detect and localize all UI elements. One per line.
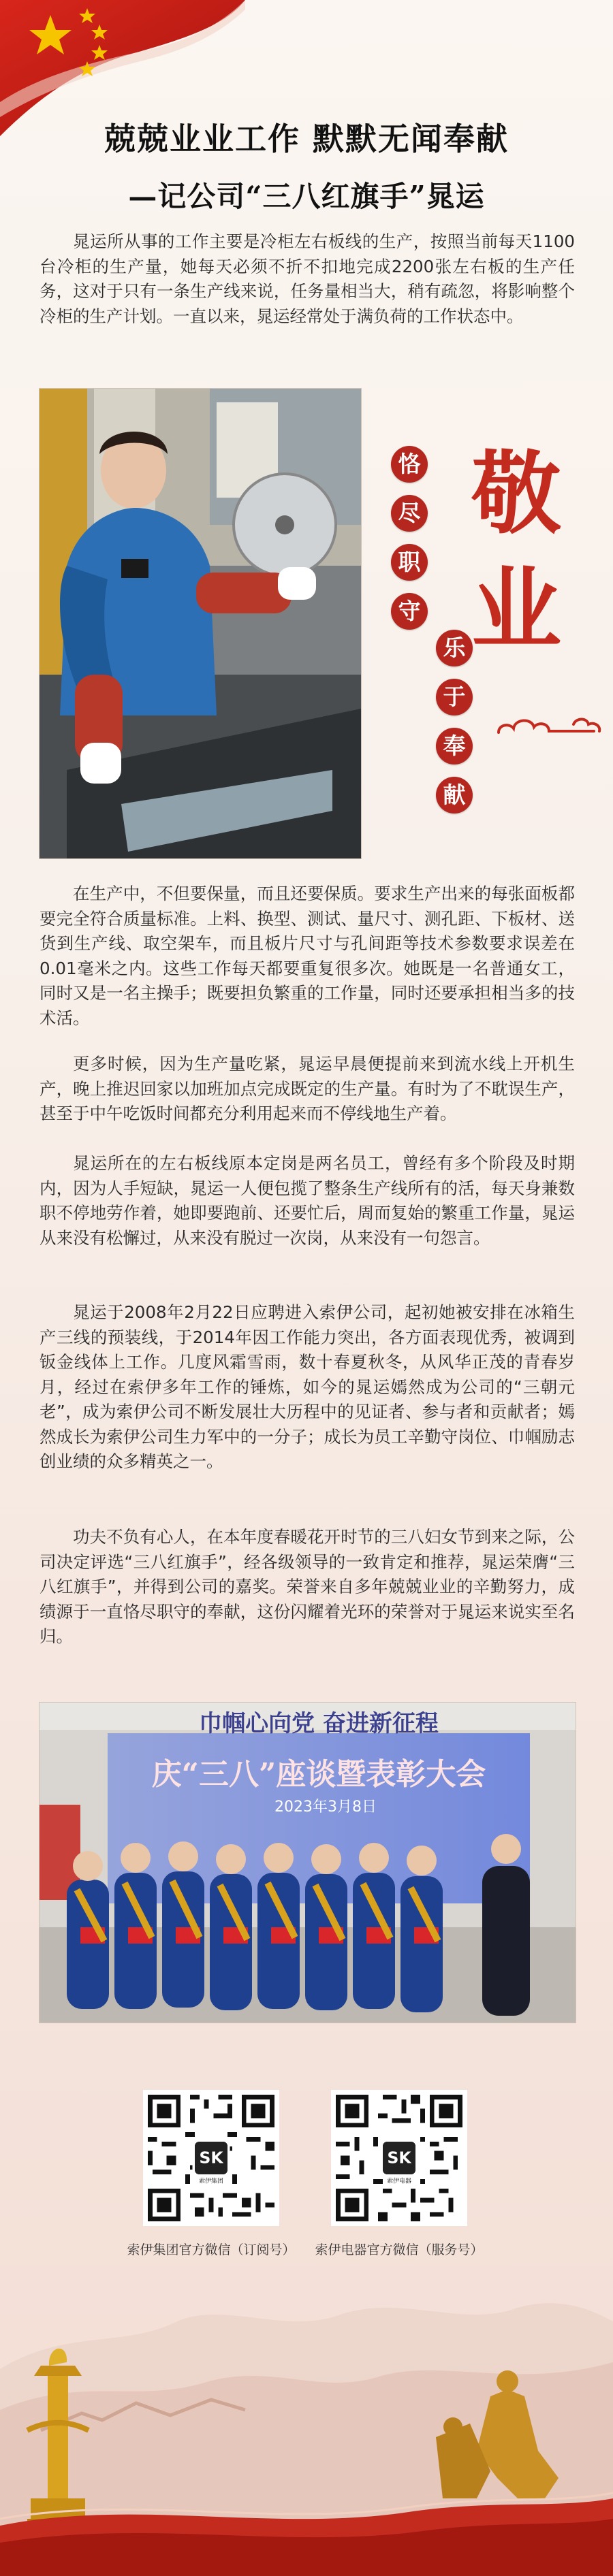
paragraph-overtime: 更多时候，因为生产量吃紧，晁运早晨便提前来到流水线上开机生产，晚上推迟回家以加班加点完成既定的生产量。有时为了不耽误生产，甚至于中午吃饭时间都充分利用起来而不停线地生产着。 (40, 1054, 575, 1123)
slogan-column-right (436, 630, 473, 826)
paragraph-intro: 晁运所从事的工作主要是冷柜左右板线的生产，按照当前每天1100台冷柜的生产量，她每天必须不折不扣地完成2200张左右板的生产任务，这对于只有一条生产线来说，任务量相当大，稍有疏忽，将影响整个冷柜的生产计划。一直以来，晁运经常处于满负荷的工作状态中。 (40, 231, 575, 326)
article-title: 兢兢业业工作 默默无闻奉献 (104, 120, 509, 157)
slogan-char: 尽 (391, 495, 428, 532)
qr-logo-text: SK (199, 2148, 223, 2168)
slogan-big-char: 业 (471, 557, 561, 662)
banner-line2: 庆“三八”座谈暨表彰大会 (151, 1757, 486, 1792)
banner-line1: 巾帼心向党 奋进新征程 (199, 1710, 439, 1737)
qr-caption-subscription: 索伊集团官方微信（订阅号） (127, 2242, 296, 2257)
bottom-decoration (0, 2274, 613, 2576)
qr-code-subscription[interactable] (143, 2090, 279, 2226)
qr-logo-label: 索伊电器 (387, 2178, 411, 2185)
slogan-char: 乐 (436, 630, 473, 666)
slogan-column-left (391, 446, 428, 642)
award-ceremony-photo (39, 1702, 576, 2023)
auspicious-cloud-icon (492, 708, 608, 742)
paragraph-honor: 功夫不负有心人，在本年度春暖花开时节的三八妇女节到来之际，公司决定评选“三八红旗手”，经各级领导的一致肯定和推荐，晁运荣膺“三八红旗手”，并得到公司的嘉奖。荣誉来自多年兢兢业业的辛勤努力，成绩源于一直恪尽职守的奉献，这份闪耀着光环的荣誉对于晁运来说实至名归。 (40, 1527, 575, 1646)
worker-photo (39, 388, 362, 859)
slogan-big-char: 敬 (471, 441, 561, 547)
qr-logo-text: SK (387, 2148, 411, 2168)
title-block (0, 114, 613, 215)
qr-code-service[interactable] (331, 2090, 467, 2226)
qr-logo-label: 索伊集团 (199, 2178, 223, 2185)
slogan-char: 于 (436, 679, 473, 715)
slogan-char: 职 (391, 544, 428, 581)
slogan-char: 恪 (391, 446, 428, 483)
paragraph-quality: 在生产中，不但要保量，而且还要保质。要求生产出来的每张面板都要完全符合质量标准。上料、换型、测试、量尺寸、测孔距、下板材、送货到生产线、取空架车，而且板片尺寸与孔间距等技术参数要求误差在0.01毫米之内。这些工作每天都要重复很多次。她既是一名普通女工，同时又是一名主操手；既要担负繁重的工作量，同时还要承担相当多的技术活。 (40, 884, 575, 1028)
qr-caption-service: 索伊电器官方微信（服务号） (315, 2242, 484, 2257)
banner-date: 2023年3月8日 (274, 1799, 377, 1816)
paragraph-workload: 晁运所在的左右板线原本定岗是两名员工，曾经有多个阶段及时期内，因为人手短缺，晁运一人便包揽了整条生产线所有的活，每天身兼数职不停地劳作着，她即要跑前、还要忙后，周而复始的繁重工作量，晁运从来没有松懈过，从来没有脱过一次岗，从来没有一句怨言。 (40, 1153, 575, 1248)
slogan-char: 献 (436, 777, 473, 814)
article-subtitle: —记公司“三八红旗手”晁运 (128, 180, 485, 213)
paragraph-history: 晁运于2008年2月22日应聘进入索伊公司，起初她被安排在冰箱生产三线的预装线，于2014年因工作能力突出，各方面表现优秀，被调到钣金线体上工作。几度风霜雪雨，数十春夏秋冬，从风华正茂的青春岁月，经过在索伊多年工作的锤炼，如今的晁运嫣然成为公司的“三朝元老”，成为索伊公司不断发展壮大历程中的见证者、参与者和贡献者；嫣然成长为索伊公司生力军中的一分子；成长为员工辛勤守岗位、巾帼励志创业绩的众多精英之一。 (40, 1302, 575, 1471)
slogan-char: 奉 (436, 728, 473, 764)
slogan-char: 守 (391, 593, 428, 630)
